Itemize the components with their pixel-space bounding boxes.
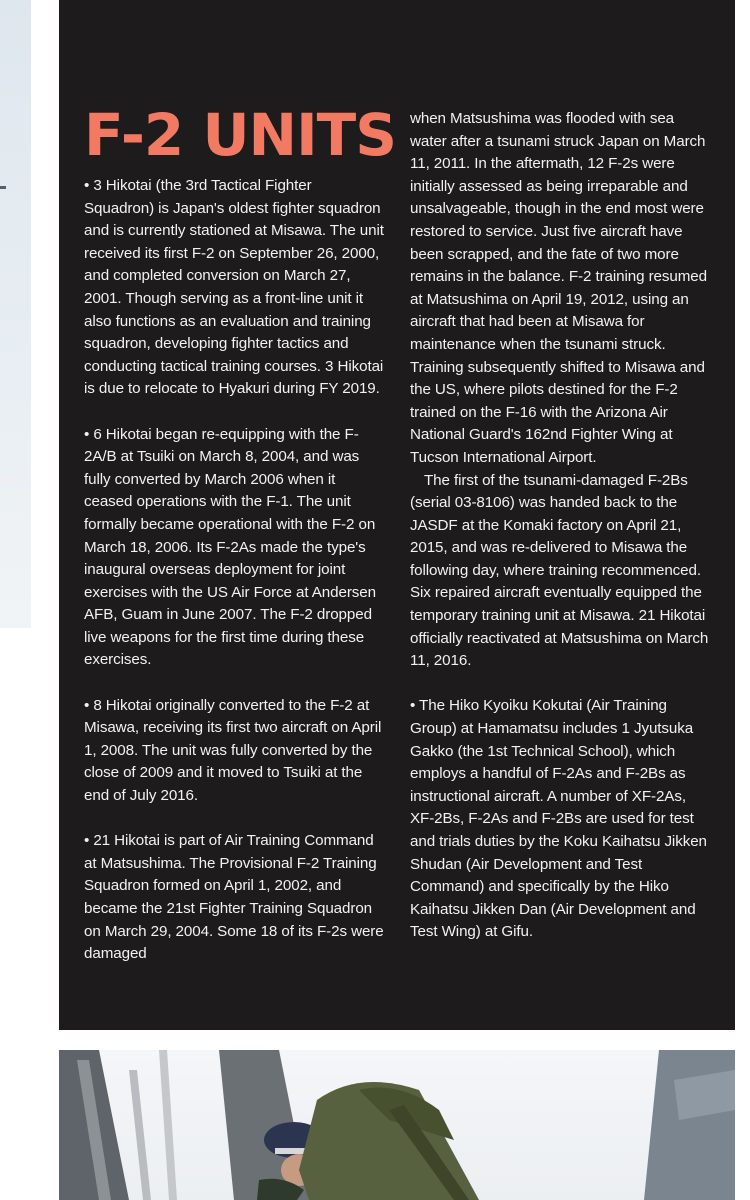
photo-detail xyxy=(0,186,6,189)
ladder-rail-right xyxy=(159,1050,177,1200)
paragraph-air-training-group: • The Hiko Kyoiku Kokutai (Air Training Group) at Hamamatsu includes 1 Jyutsuka Gakko (the 1st Technical School), which employs a handful of F-2As and F-2Bs as instructional aircraft. A number of XF-2As, XF-2Bs, F-2As and F-2Bs are used for test and trials duties by the Koku Kaihatsu Jikken Shudan (Air Development and Test Command) and specifically by the Hiko Kaihatsu Jikken Dan (Air Development and Test Wing) at Gifu. xyxy=(410,697,707,941)
left-photo-edge xyxy=(0,0,31,628)
right-text-column xyxy=(410,108,710,967)
paragraph-8-hikotai: • 8 Hikotai originally converted to the F-2 at Misawa, receiving its first two aircraft on April 1, 2008. The unit was fully converted by the close of 2009 and it moved to Tsuiki at the end of July 2016. xyxy=(84,696,382,805)
paragraph-repaired-aircraft: The first of the tsunami-damaged F-2Bs (serial 03-8106) was handed back to the JASDF at the Komaki factory on April 21, 2015, and was re-delivered to Misawa the following day, where training recommenced. Six repaired aircraft eventually equipped the temporary training unit at Misawa. 21 Hikotai officially reactivated at Matsushima on March 11, 2016. xyxy=(410,471,709,670)
paragraph-21-hikotai: • 21 Hikotai is part of Air Training Command at Matsushima. The Provisional F-2 Training Squadron formed on April 1, 2002, and became the 21st Fighter Training Squadron on March 29, 2004. Some 18 of its F-2s were damaged xyxy=(84,832,384,963)
photo-illustration xyxy=(59,1050,735,1200)
paragraph-3-hikotai: • 3 Hikotai (the 3rd Tactical Fighter Squadron) is Japan's oldest fighter squadron and is currently stationed at Misawa. The unit received its first F-2 on September 26, 2000, and completed conversion on March 27, 2001. Though serving as a front-line unit it also functions as an evaluation and training squadron, developing fighter tactics and conducting tactical training courses. 3 Hikotai is due to relocate to Hyakuri during FY 2019. xyxy=(84,177,384,398)
paragraph-tsunami: when Matsushima was flooded with sea water after a tsunami struck Japan on March 11, 2011. In the aftermath, 12 F-2s were initially assessed as being irreparable and unsalvageable, though in the end most were restored to service. Just five aircraft have been scrapped, and the fate of two more remains in the balance. F-2 training resumed at Matsushima on April 19, 2012, using an aircraft that had been at Misawa for maintenance when the tsunami struck. Training subsequently shifted to Misawa and the US, where pilots destined for the F-2 trained on the F-16 with the Arizona Air National Guard's 162nd Fighter Wing at Tucson International Airport. xyxy=(410,110,707,466)
paragraph-6-hikotai: • 6 Hikotai began re-equipping with the F-2A/B at Tsuiki on March 8, 2004, and was fully converted by March 2006 when it ceased operations with the F-1. The unit formally became operational with the F-2 on March 18, 2006. Its F-2As made the type's inaugural overseas deployment for joint exercises with the US Air Force at Andersen AFB, Guam in June 2007. The F-2 dropped live weapons for the first time during these exercises. xyxy=(84,425,376,669)
ladder-rail-left xyxy=(129,1070,151,1200)
page-title: F-2 UNITS xyxy=(84,101,397,169)
left-text-column xyxy=(84,175,384,966)
pilot-cockpit-photo xyxy=(59,1050,735,1200)
